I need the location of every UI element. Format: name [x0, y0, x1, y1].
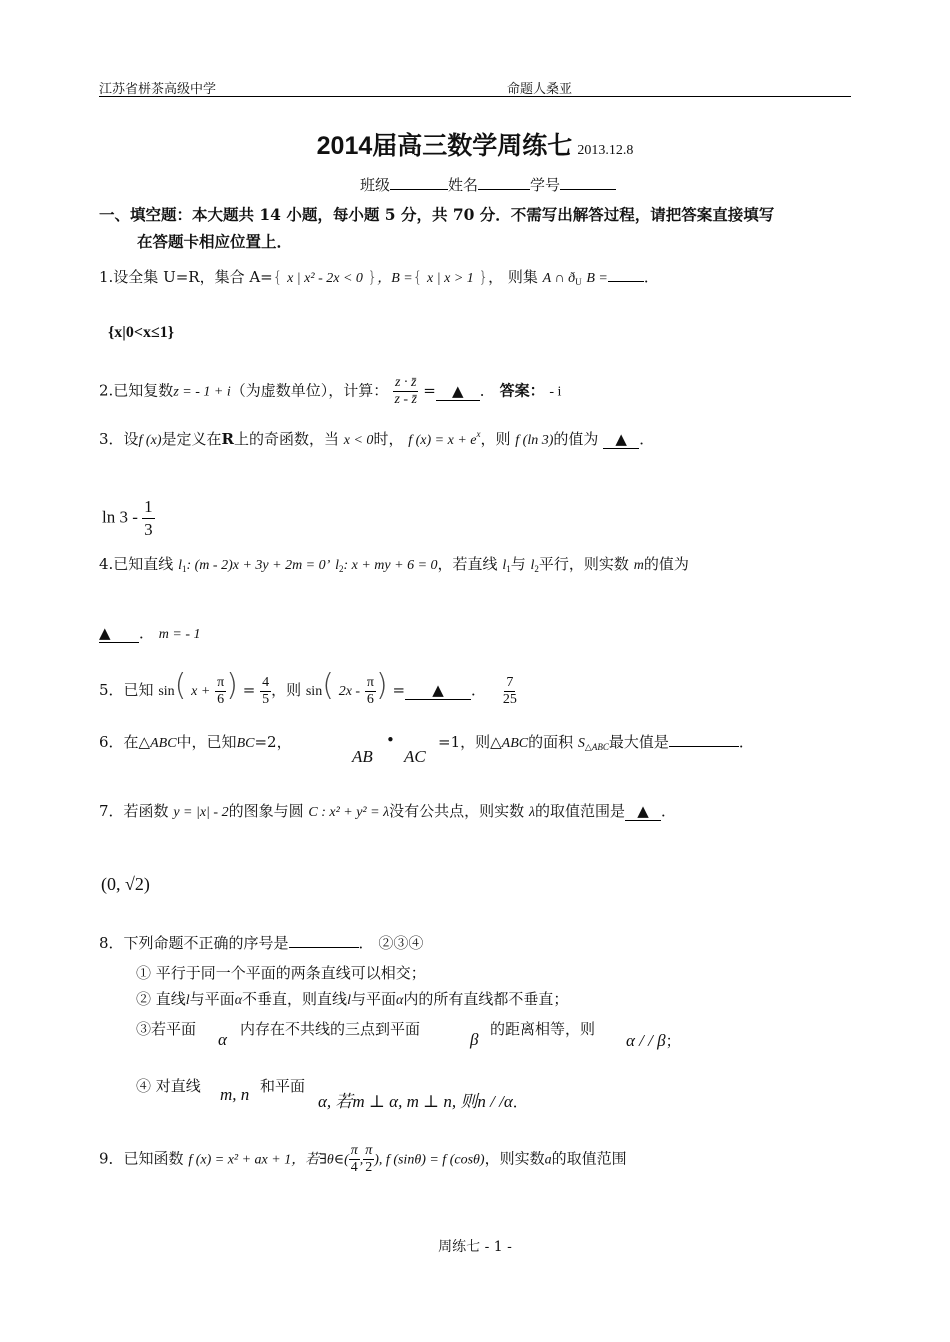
q8-s2-a: ② 直线: [136, 990, 186, 1008]
q1-end: ．: [643, 268, 659, 286]
q3-fx: f (x): [138, 433, 162, 448]
q4-text-4: 的值为: [643, 555, 689, 573]
q7-prefix: 7．若函数: [99, 802, 169, 820]
question-9: 9．已知函数 f (x) = x² + ax + 1，若∃θ∈( $\frac{\pi}{4}$ , $\frac{\pi}{2}$ ), f (sinθ) = f (cosθ)，则实数a的取值范围: [99, 1143, 627, 1175]
class-label: 班级: [360, 176, 391, 194]
question-2: [99, 375, 561, 408]
q3-answer-fraction: [142, 496, 155, 541]
brace-close: }: [367, 268, 378, 286]
name-label: 姓名: [448, 176, 479, 194]
q8-dot: ．: [358, 934, 374, 952]
q5-text-1: ，则: [271, 681, 302, 699]
q5-five: 5: [262, 691, 270, 707]
q8-s4-condition: [318, 1087, 528, 1112]
student-info-line: [360, 174, 616, 195]
q3-condition: x < 0: [343, 433, 374, 448]
instructions-line-2: 在答题卡相应位置上．: [137, 232, 293, 251]
q4-text-2: 与: [510, 555, 526, 573]
question-5: [99, 668, 517, 708]
q5-dot: ．: [471, 681, 487, 699]
q6-dot-product: •: [386, 731, 395, 749]
q2-frac-num: z · z̄: [395, 375, 417, 390]
q7-text-1: 的图象与圆: [228, 802, 304, 820]
q4-dot: ．: [139, 624, 155, 642]
q3-real-set: R: [221, 430, 234, 448]
name-blank[interactable]: [478, 175, 530, 190]
q5-sin-2: sin: [305, 684, 323, 699]
q4-answer: m = - 1: [158, 627, 201, 642]
q6-prefix: 6．在△: [99, 733, 151, 751]
q8-alpha-2: α: [395, 993, 404, 1008]
id-blank[interactable]: [560, 175, 616, 190]
q9-pi-b: π: [365, 1143, 373, 1158]
q6-area: S: [577, 736, 585, 751]
q8-s2-e: 内的所有直线都不垂直；: [403, 990, 569, 1008]
question-1: [99, 266, 659, 287]
q5-equals-2: =: [392, 681, 406, 699]
q8-line-l: l: [185, 993, 190, 1008]
q8-s4-b: 和平面: [260, 1077, 306, 1095]
q5-equals: =: [242, 681, 256, 699]
q1-expr: A ∩ ð: [542, 271, 576, 286]
paren-close: ): [226, 668, 238, 703]
question-6-rest: [438, 731, 754, 753]
q3-text-5: 的值为: [553, 430, 599, 448]
q6-text-1: 中，已知: [176, 733, 237, 751]
q6-triangle: ABC: [150, 736, 177, 751]
q1-answer-blank[interactable]: [608, 273, 644, 282]
q1-set-b-label: ，B =: [377, 271, 413, 286]
q5-answer-num: 7: [506, 674, 514, 690]
q4-equation-2: : x + my + 6 = 0: [343, 558, 438, 573]
q9-text-3: ，则实数: [484, 1149, 545, 1168]
q4-ref-line-2-sub: 2: [534, 564, 539, 574]
q8-s2-b: 与平面: [189, 990, 235, 1008]
q8-s4-a: ④ 对直线: [136, 1077, 201, 1095]
q8-mn: [220, 1085, 249, 1105]
q2-expr: z = - 1 + i: [173, 384, 231, 400]
q9-pi-a: π: [350, 1143, 358, 1158]
q1-prefix: 1.设全集 U=R，集合 A=: [99, 268, 273, 286]
q3-text-3: 时，: [373, 430, 404, 448]
question-setter: 命题人桑亚: [507, 82, 573, 97]
q6-text-4: 的面积: [528, 733, 574, 751]
q8-statement-3-mid: [240, 1018, 420, 1039]
brace-open: {: [412, 268, 423, 286]
q8-prefix: 8．下列命题不正确的序号是: [99, 934, 289, 952]
q2-answer-blank[interactable]: ▲: [436, 382, 480, 401]
q3-answer: [102, 496, 155, 541]
paren-open: (: [322, 668, 334, 703]
title-main: 2014届高三数学周练七: [316, 132, 573, 160]
q4-line-2: l: [335, 558, 339, 573]
q9-two: 2: [365, 1160, 373, 1175]
q5-six-a: 6: [217, 691, 225, 707]
q5-four: 4: [262, 674, 270, 690]
q5-argument-2: 2x -: [338, 684, 361, 699]
q1-answer: {x|0<x≤1}: [108, 324, 175, 341]
q9-four: 4: [350, 1160, 358, 1175]
q3-definition: f (x) = x + e: [408, 433, 477, 448]
q7-lambda: λ: [528, 805, 536, 820]
id-label: 学号: [530, 176, 561, 194]
q6-area-sub: △ABC: [584, 742, 609, 752]
q7-text-2: 没有公共点，则实数: [389, 802, 525, 820]
q9-function: f (x) = x² + ax + 1: [188, 1152, 292, 1168]
page-footer: 周练七 - 1 -: [438, 1239, 512, 1255]
q9-text-1: ，若∃θ∈(: [291, 1152, 349, 1168]
q7-end: ．: [661, 802, 677, 820]
q8-statement-2: [136, 988, 568, 1009]
q1-set-a: x | x² - 2x < 0: [287, 271, 363, 286]
q3-value: f (ln 3): [515, 433, 554, 448]
q8-parallel-expr: α / / β: [626, 1031, 666, 1050]
q1-expr2: B =: [586, 271, 608, 286]
q6-vector-ac: AC: [404, 747, 426, 766]
q8-statement-3-end: [490, 1018, 595, 1039]
q3-text-1: 是定义在: [161, 430, 222, 448]
q8-statement-3: [136, 1018, 196, 1039]
q6-vector-ab: AB: [352, 747, 373, 766]
q9-prefix: 9．已知函数: [99, 1149, 184, 1168]
q7-answer-blank[interactable]: ▲: [625, 802, 661, 821]
q5-answer-blank[interactable]: ▲: [405, 681, 471, 700]
q4-answer-blank[interactable]: ▲: [99, 624, 139, 643]
question-8: [99, 932, 423, 953]
q8-statement-4-mid: [260, 1075, 305, 1096]
school-name: 江苏省栟茶高级中学: [99, 82, 217, 97]
q3-answer-term: ln 3 -: [102, 507, 138, 527]
q6-answer-blank[interactable]: [669, 732, 739, 747]
q8-statement-4: [136, 1075, 201, 1096]
q7-function: y = |x| - 2: [173, 805, 229, 820]
brace-open: {: [272, 268, 283, 286]
q8-alpha-symbol: α: [218, 1030, 227, 1049]
q8-s4-end: ．: [512, 1093, 528, 1111]
q6-text-2: =2，: [254, 733, 292, 751]
q3-text-2: 上的奇函数，当: [233, 430, 339, 448]
q8-s2-c: 不垂直，则直线: [242, 990, 348, 1008]
instructions-line-1: 一、填空题：本大题共 14 小题，每小题 5 分，共 70 分．不需写出解答过程，请把答案直接填写: [99, 205, 775, 224]
q5-pi-a: π: [217, 674, 225, 690]
q2-prefix: 2.已知复数: [99, 381, 174, 400]
q2-fraction: [393, 375, 418, 408]
q4-line-2-sub: 2: [338, 564, 344, 574]
q4-ref-line-1-sub: 1: [506, 564, 511, 574]
q3-exponent: x: [476, 429, 481, 439]
paren-open: (: [174, 668, 187, 703]
q5-pi-over-6-b: [365, 675, 376, 708]
q7-text-3: 的取值范围是: [535, 802, 626, 820]
q3-prefix: 3．设: [99, 430, 139, 448]
exam-title: [0, 126, 950, 162]
q4-text-1: ，若直线: [437, 555, 498, 573]
q4-equation-1: : (m - 2)x + 3y + 2m = 0’: [186, 558, 331, 573]
q2-note: （为虚数单位），计算：: [230, 381, 389, 400]
q2-answer: - i: [549, 384, 562, 400]
q3-text-4: ，则: [480, 430, 511, 448]
q1-then: ， 则集: [488, 268, 538, 286]
brace-close: }: [478, 268, 489, 286]
q3-answer-num: 1: [142, 496, 155, 519]
q4-ref-line-1: l: [502, 558, 507, 573]
q6-text-5: 最大值是: [608, 733, 669, 751]
q5-four-fifths: [260, 675, 271, 708]
q8-answer: ②③④: [378, 934, 424, 952]
question-6: [99, 731, 292, 752]
q5-pi-over-6-a: [215, 675, 226, 708]
q4-variable-m: m: [633, 558, 644, 573]
class-blank[interactable]: [390, 175, 448, 190]
q9-text-2: ), f (sinθ) = f (cosθ): [374, 1152, 485, 1168]
q6-side-bc: BC: [236, 736, 255, 751]
title-date: 2013.12.8: [577, 143, 634, 158]
q8-statement-1: ① 平行于同一个平面的两条直线可以相交；: [136, 964, 426, 982]
q9-variable-a: a: [544, 1152, 552, 1168]
q2-frac-den: z - z̄: [394, 392, 417, 407]
q3-answer-den: 3: [144, 520, 153, 539]
q8-s3-c: 的距离相等，则: [490, 1020, 596, 1038]
q1-set-b: x | x > 1: [427, 271, 474, 286]
q8-s3-b: 内存在不共线的三点到平面: [240, 1020, 421, 1038]
page-header: [99, 76, 851, 97]
q4-ref-line-2: l: [530, 558, 535, 573]
q8-alpha-3: [218, 1030, 227, 1050]
q6-text-3: =1，则△: [438, 733, 502, 751]
q8-beta: [470, 1030, 478, 1050]
q8-alpha: α: [234, 993, 243, 1008]
q9-text-4: 的取值范围: [551, 1149, 627, 1168]
q5-six-b: 6: [366, 691, 374, 707]
q4-line-1-sub: 1: [181, 564, 187, 574]
q8-s4-expr: α, 若m ⊥ α, m ⊥ n, 则n / /α: [318, 1092, 513, 1111]
q6-end: ．: [738, 733, 754, 751]
q5-sin-1: sin: [158, 684, 175, 699]
question-4-continued: [99, 622, 201, 643]
q2-equals: =: [423, 381, 436, 400]
q8-answer-blank[interactable]: [289, 933, 359, 948]
q1-complement-sub: U: [575, 277, 582, 287]
q9-pi-over-4: [349, 1143, 360, 1176]
section-instructions: [99, 201, 859, 255]
q8-s3-e: ；: [665, 1032, 681, 1050]
paren-close: ): [375, 668, 388, 703]
q8-mn-symbol: m, n: [220, 1085, 250, 1104]
q5-answer-den: 25: [502, 691, 517, 707]
q6-triangle-2: ABC: [501, 736, 529, 751]
q8-s3-a: ③若平面: [136, 1020, 197, 1038]
q2-dot: ．: [479, 381, 495, 400]
q3-answer-blank[interactable]: ▲: [603, 430, 639, 449]
q7-answer: (0, √2): [101, 874, 150, 894]
q8-parallel: [626, 1030, 681, 1051]
question-7: [99, 800, 676, 821]
q8-line-l-2: l: [347, 993, 351, 1008]
question-3: [99, 428, 654, 449]
q4-line-1: l: [178, 558, 182, 573]
q3-end: ．: [639, 430, 655, 448]
q4-prefix: 4.已知直线: [99, 555, 174, 573]
q5-prefix: 5．已知: [99, 681, 154, 699]
q5-argument-1: x +: [191, 684, 211, 699]
q8-beta-symbol: β: [470, 1030, 479, 1049]
q5-pi-b: π: [366, 674, 374, 690]
q2-answer-label: 答案：: [499, 381, 545, 400]
question-4: [99, 553, 689, 574]
q8-s2-d: 与平面: [350, 990, 396, 1008]
q4-text-3: 平行，则实数: [538, 555, 629, 573]
q7-circle: C : x² + y² = λ: [308, 805, 390, 820]
q5-answer: [503, 675, 517, 708]
q9-pi-over-2: [363, 1143, 374, 1176]
